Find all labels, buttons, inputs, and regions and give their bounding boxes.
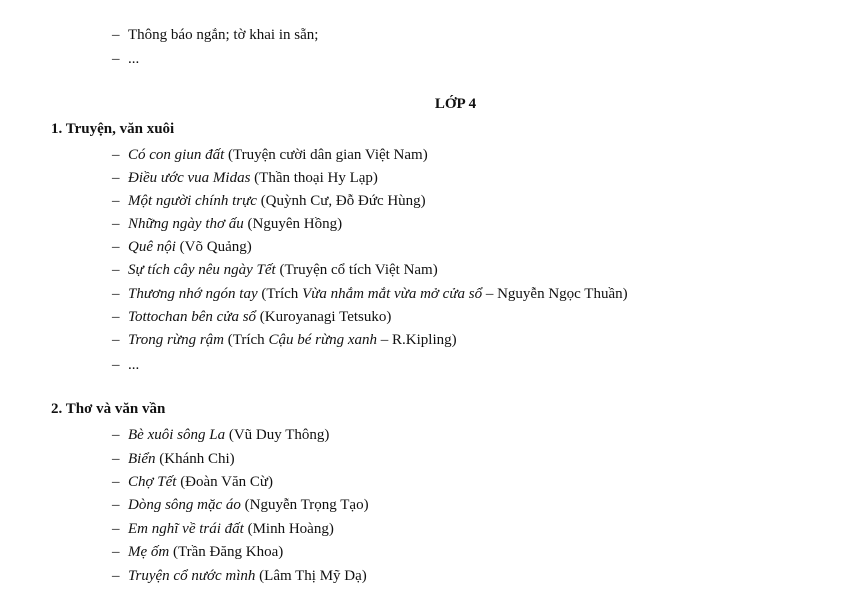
work-author: – Nguyễn Ngọc Thuần) — [482, 286, 628, 302]
dash-marker: – — [112, 521, 120, 537]
work-source-prefix: (Trích — [223, 332, 269, 348]
work-author: (Đoàn Văn Cừ) — [176, 474, 274, 490]
section-title: 2. Thơ và văn vần — [51, 401, 166, 417]
list-item — [112, 145, 428, 165]
dash-marker: – — [112, 451, 120, 467]
dash-marker: – — [112, 332, 120, 348]
work-title: Dòng sông mặc áo — [128, 497, 241, 513]
dash-marker: – — [112, 497, 120, 513]
dash-marker: – — [112, 27, 120, 43]
work-title: Quê nội — [128, 239, 176, 255]
list-item — [112, 519, 334, 539]
work-title: Em nghĩ về trái đất — [128, 521, 244, 537]
section-title: 1. Truyện, văn xuôi — [51, 121, 175, 137]
work-title: Truyện cổ nước mình — [128, 568, 256, 584]
work-author: (Quỳnh Cư, Đỗ Đức Hùng) — [256, 193, 426, 209]
work-title: Chợ Tết — [128, 474, 177, 490]
list-item — [112, 260, 438, 280]
dash-marker: – — [112, 568, 120, 584]
dash-marker: – — [112, 239, 120, 255]
work-title: Thương nhớ ngón tay — [128, 286, 258, 302]
work-title: Có con giun đất — [128, 147, 225, 163]
intro-item-text: Thông báo ngắn; tờ khai in sẵn; — [128, 27, 319, 43]
work-author: (Trần Đăng Khoa) — [169, 544, 284, 560]
intro-item-text: ... — [128, 51, 140, 67]
dash-marker: – — [112, 357, 120, 373]
dash-marker: – — [112, 427, 120, 443]
list-item — [112, 330, 457, 350]
work-title: Một người chính trực — [128, 193, 257, 209]
work-author: (Minh Hoàng) — [243, 521, 334, 537]
dash-marker: – — [112, 193, 120, 209]
work-source-prefix: (Trích — [257, 286, 303, 302]
dash-marker: – — [112, 286, 120, 302]
work-author: (Nguyễn Trọng Tạo) — [240, 497, 369, 513]
list-item — [112, 495, 369, 515]
list-item — [112, 168, 378, 188]
dash-marker: – — [112, 309, 120, 325]
intro-item — [112, 25, 318, 45]
work-author: (Vũ Duy Thông) — [225, 427, 330, 443]
dash-marker: – — [112, 544, 120, 560]
list-item — [112, 425, 329, 445]
list-item — [112, 237, 252, 257]
work-title: Biển — [128, 451, 156, 467]
work-title: Mẹ ốm — [128, 544, 170, 560]
work-title: Những ngày thơ ấu — [128, 216, 244, 232]
work-source-title: Vừa nhắm mắt vừa mở cửa sổ — [302, 286, 483, 302]
list-item — [112, 566, 367, 586]
work-author: (Võ Quảng) — [175, 239, 252, 255]
list-item — [112, 542, 283, 562]
work-author: (Lâm Thị Mỹ Dạ) — [255, 568, 367, 584]
dash-marker: – — [112, 216, 120, 232]
list-item — [112, 214, 342, 234]
work-title: Bè xuôi sông La — [128, 427, 226, 443]
ellipsis: ... — [128, 357, 140, 373]
dash-marker: – — [112, 474, 120, 490]
work-title: Điều ước vua Midas — [128, 170, 251, 186]
work-author: (Thần thoại Hy Lạp) — [250, 170, 378, 186]
work-source-title: Cậu bé rừng xanh — [268, 332, 378, 348]
list-item — [112, 449, 235, 469]
dash-marker: – — [112, 170, 120, 186]
work-title: Sự tích cây nêu ngày Tết — [128, 262, 276, 278]
list-item — [112, 284, 628, 304]
work-title: Trong rừng rậm — [128, 332, 224, 348]
grade-title: LỚP 4 — [434, 96, 477, 112]
dash-marker: – — [112, 147, 120, 163]
list-item — [112, 355, 139, 375]
list-item — [112, 191, 426, 211]
dash-marker: – — [112, 262, 120, 278]
list-item — [112, 472, 273, 492]
intro-item — [112, 49, 139, 69]
work-author: (Khánh Chi) — [155, 451, 235, 467]
work-title: Tottochan bên cửa sổ — [128, 309, 257, 325]
work-author: (Truyện cổ tích Việt Nam) — [275, 262, 438, 278]
work-author: (Kuroyanagi Tetsuko) — [256, 309, 392, 325]
work-author: – R.Kipling) — [377, 332, 457, 348]
work-author: (Nguyên Hồng) — [243, 216, 343, 232]
work-author: (Truyện cười dân gian Việt Nam) — [224, 147, 428, 163]
dash-marker: – — [112, 51, 120, 67]
list-item — [112, 307, 391, 327]
